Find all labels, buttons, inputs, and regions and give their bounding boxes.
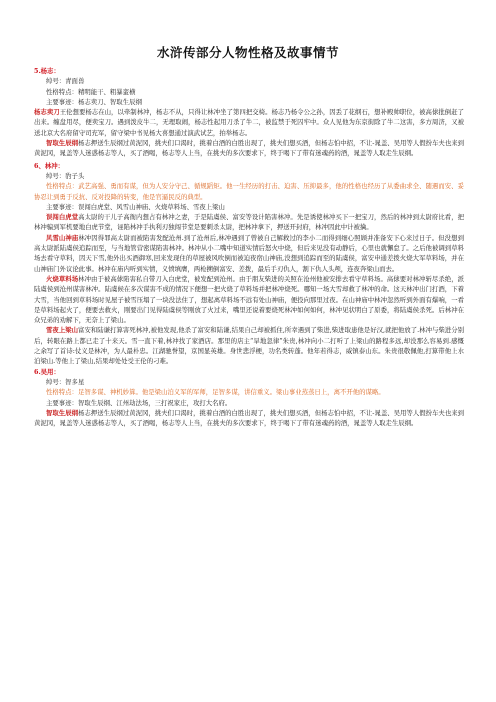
lin-story-title-1: 误闯白虎堂 <box>46 213 79 222</box>
yang-paragraph-2 <box>34 138 464 159</box>
wu-nickname: 绰号：智多星 <box>46 377 85 386</box>
section-heading-wu: 6.吴用： <box>34 367 60 376</box>
lin-traits: 性格特点：武艺高强、勇而有谋，但为人安分守己、循规蹈矩。他一生经历的打击、迫害、压抑最多，他的性格也经历了从委曲求全、随遇而安、妥协忍让到勇于反抗、反对投降的转变，他是官逼民反的典型。 <box>34 182 464 201</box>
yang-stories: 主要事迹：杨志卖刀、智取生辰纲 <box>46 97 142 106</box>
yang-story-title-1: 杨志卖刀 <box>34 108 60 117</box>
section-heading-yang: 5.杨志： <box>34 67 60 75</box>
yang-story-text-2: 杨志押送生辰纲过黄泥冈，挑夫们口渴时，挑着白酒的白胜出现了，挑夫们想买酒，但杨志怕中招，不让-晁盖、吴用等人假扮车夫也来到黄泥冈，晁盖等人迷惑杨志等人，买了酒喝，杨志等人上当，在挑夫的多次要求下，终于喝下了带有迷魂药的酒，晁盖等人取走生辰纲。 <box>34 139 464 158</box>
lin-paragraph-2 <box>34 233 464 274</box>
document-body <box>34 66 464 428</box>
lin-story-text-1: 高太尉的干儿子高衙内想占有林冲之妻，于是陆虞侯、富安等设计陷害林冲。先是诱使林冲买下一把宝刀，然后的林冲到太尉府比看，把林冲骗到军机要地白虎节堂，诬陷林冲手执利刃独闯节堂是要刺杀太尉，把林冲拿下，押送开封府，林冲因此中计被擒。 <box>34 213 465 232</box>
yang-story-text-1: 王伦想要杨志在山，以牵制林冲，杨志不从，只得让林冲坐了第四把交椅。杨志乃杨令公之孙，因丢了花纲石，想补殿帅职位，被高俅批倒赶了出来。缠盘用尽，便卖宝刀。遇到泼皮牛二，无理取闹，杨志性起用刀杀了牛二，被监禁于死囚牢中。众人见他为东京街除了牛二这害，多方周济，又被送北京大名府留守司充军，留守梁中书见杨大喜想通过演武试艺，拍举杨志。 <box>34 108 465 137</box>
wu-story-title-1: 智取生辰纲 <box>46 408 78 417</box>
yang-traits: 性格特点：精明能干、粗暴蛮横 <box>46 87 136 96</box>
lin-paragraph-4 <box>34 325 464 366</box>
lin-story-text-2: 林冲因得罪高太尉而被陷害发配沧州.到了沧州后,林冲遇到了曾被自己解救过的李小二而得到细心照顾并准备安下心来过日子。但没想到高太尉派陆虞侯追踪而至，与当地管营密谋陷害林冲。林冲从小二嘴中知道实情后怒火中烧，但后来见没有动静后，心里也就懈怠了。之后他被调到草料场去看守草料，因天下雪,他外出买酒御寒,回来发现住的草屋被风吹倒而被迫夜宿山神庙,没想到追踪而至的陆虞侯，富安申通差拨火烧大军草料场，并在山神庙门外议论此事。林冲在庙内听到实情，义愤填膺，两枪搠倒富安、差拨，最后手刃仇人，割下仇人头颅，连夜奔梁山而去。 <box>34 233 465 273</box>
lin-story-title-3: 火烧草料场 <box>46 274 79 283</box>
lin-story-title-2: 风雪山神庙 <box>46 233 79 242</box>
page-title: 水浒传部分人物性格及故事情节 <box>156 45 339 60</box>
wu-paragraph-1 <box>34 408 464 429</box>
lin-story-title-4: 雪夜上梁山 <box>46 326 79 335</box>
section-heading-lin: 6、林冲： <box>34 161 65 170</box>
lin-story-text-3: 林冲由于被高俅陷害私自带刀入白虎堂，被发配到沧州。由于朋友柴进的关照在沧州他被安排去看守草料场。高俅要对林冲斩尽杀绝，派陆虞侯到沧州谋害林冲。陆虞候在多次谋害不成的情况下便想一把火烧了草料场并把林冲烧死。哪知一场大雪却救了林冲的命。这天林冲出门打酒，下着大雪，当他回到草料场时见屋子被雪压塌了一块没法住了，想起离草料场不远有处山神庙，便投向那里过夜。在山神庙中林冲忽然听到外面有爆响，一看是草料场起火了，便要去救火，刚要出门见得陆虞侯等刚放了火过来，嘴里还说着要烧死林冲如何如何，林冲见状明白了原委，将陆虞侯杀死。后林冲在众兄弟的劝解下，无奈上了梁山。 <box>34 274 465 325</box>
lin-nickname: 绰号：豹子头 <box>46 171 85 180</box>
yang-story-title-2: 智取生辰纲 <box>46 139 78 148</box>
yang-paragraph-1 <box>34 107 464 138</box>
wu-story-text-1: 杨志押送生辰纲过黄泥冈，挑夫们口渴时，挑着白酒的白胜出现了，挑夫们想买酒，但杨志怕中招，不让-晁盖、吴用等人假扮车夫也来到黄泥冈，晁盖等人迷惑杨志等人，买了酒喝，杨志等人上当，在挑夫的多次要求下，终于喝下了带有迷魂药的酒，晁盖等人取走生辰纲。 <box>34 408 464 428</box>
lin-paragraph-3 <box>34 274 464 325</box>
lin-paragraph-1 <box>34 212 464 233</box>
lin-story-text-4: 富安和陆谦打算害死林冲,被他发现,他杀了富安和陆谦,结果自己却被抓住,所幸遇到了柴进,柴进取患他是好汉,就把他放了.林冲与柴进分别后，转眼在路上都已走了十来天。雪一直下着,林冲找了家酒店。那里的店主“旱地忽律”朱贵,林冲向小二打听了上梁山的路程多远,却没那么容易到.感慨之余写了首诗:仗义是林冲，为人最朴忠。江湖驰誉望，京国显英雄。身世悲浮梗，功名类转蓬。他年若得志，威镇泰山东。朱贵很敬佩他,打算带他上水泊梁山.等他上了梁山,结果却处处受王伦的刁难。 <box>34 326 465 366</box>
wu-stories: 主要事迹：智取生辰纲、江州劫法场，三打祝家庄，攻打大名府。 <box>46 398 232 407</box>
lin-stories: 主要事迹：误闯白虎堂、风雪山神庙、火烧草料场、雪夜上梁山 <box>46 202 225 211</box>
wu-traits: 性格特点：足智多谋、神机妙算。他是梁山泊义军的军师，足智多谋，讲信重义。梁山事业蒸蒸日上，离不开他的谋略。 <box>46 388 385 397</box>
yang-nickname: 绰号：青面兽 <box>46 77 85 86</box>
